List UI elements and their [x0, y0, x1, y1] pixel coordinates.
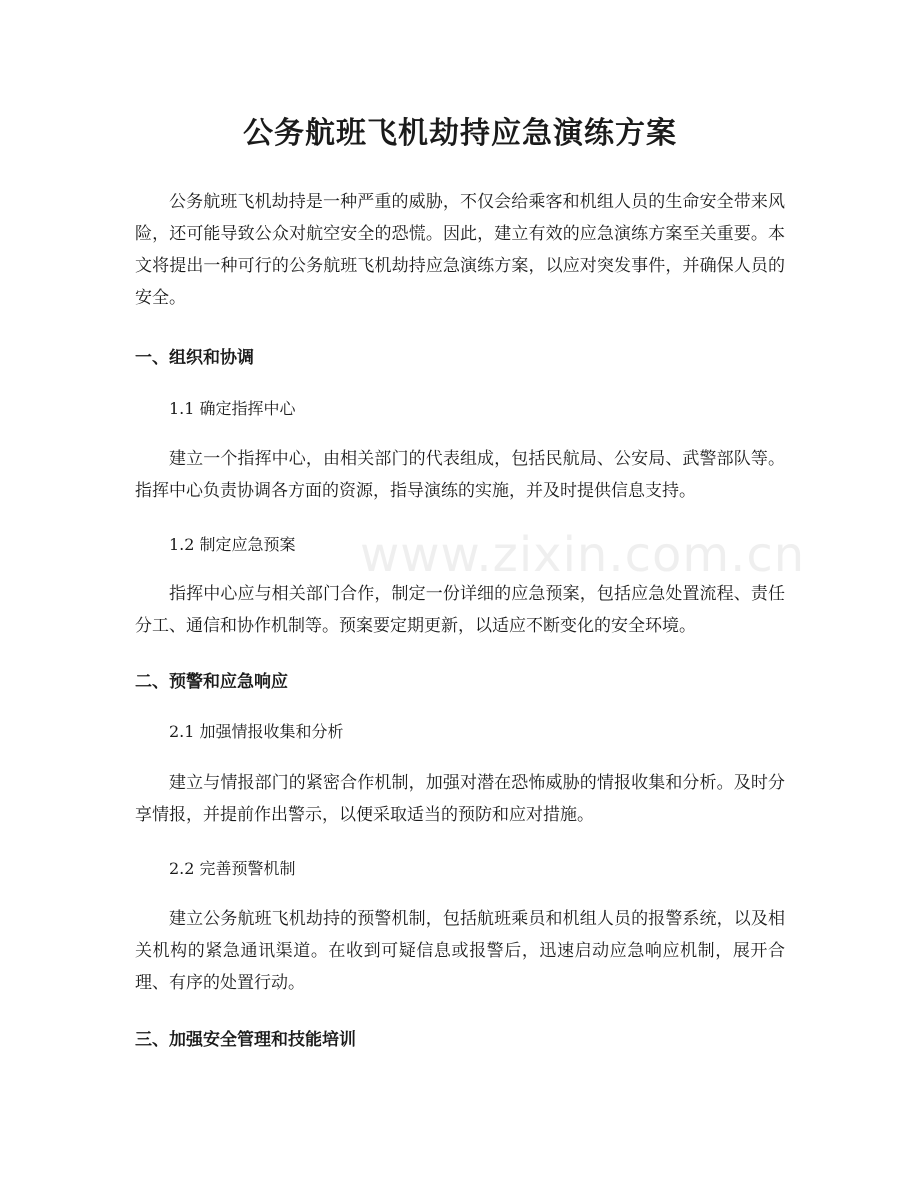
subsection-body-1-1: 建立一个指挥中心，由相关部门的代表组成，包括民航局、公安局、武警部队等。指挥中心负责协调各方面的资源，指导演练的实施，并及时提供信息支持。 — [135, 449, 785, 501]
watermark-text: www.zixin.com.cn — [360, 527, 806, 583]
subsection-title-2-2: 2.2 完善预警机制 — [169, 859, 296, 878]
section-heading-3: 三、加强安全管理和技能培训 — [135, 1030, 356, 1050]
subsection-title-1-1: 1.1 确定指挥中心 — [169, 399, 296, 418]
subsection-title-1-2: 1.2 制定应急预案 — [169, 535, 296, 554]
section-heading-2: 二、预警和应急响应 — [135, 672, 288, 692]
document-title: 公务航班飞机劫持应急演练方案 — [243, 116, 677, 151]
subsection-body-1-2: 指挥中心应与相关部门合作，制定一份详细的应急预案，包括应急处置流程、责任分工、通信和协作机制等。预案要定期更新，以适应不断变化的安全环境。 — [135, 584, 785, 636]
intro-paragraph: 公务航班飞机劫持是一种严重的威胁，不仅会给乘客和机组人员的生命安全带来风险，还可能导致公众对航空安全的恐慌。因此，建立有效的应急演练方案至关重要。本文将提出一种可行的公务航班飞机劫持应急演练方案，以应对突发事件，并确保人员的安全。 — [135, 192, 785, 308]
section-heading-1: 一、组织和协调 — [135, 348, 254, 368]
subsection-body-2-2: 建立公务航班飞机劫持的预警机制，包括航班乘员和机组人员的报警系统，以及相关机构的紧急通讯渠道。在收到可疑信息或报警后，迅速启动应急响应机制，展开合理、有序的处置行动。 — [135, 909, 785, 993]
subsection-title-2-1: 2.1 加强情报收集和分析 — [169, 722, 344, 741]
subsection-body-2-1: 建立与情报部门的紧密合作机制，加强对潜在恐怖威胁的情报收集和分析。及时分享情报，并提前作出警示，以便采取适当的预防和应对措施。 — [135, 773, 785, 825]
